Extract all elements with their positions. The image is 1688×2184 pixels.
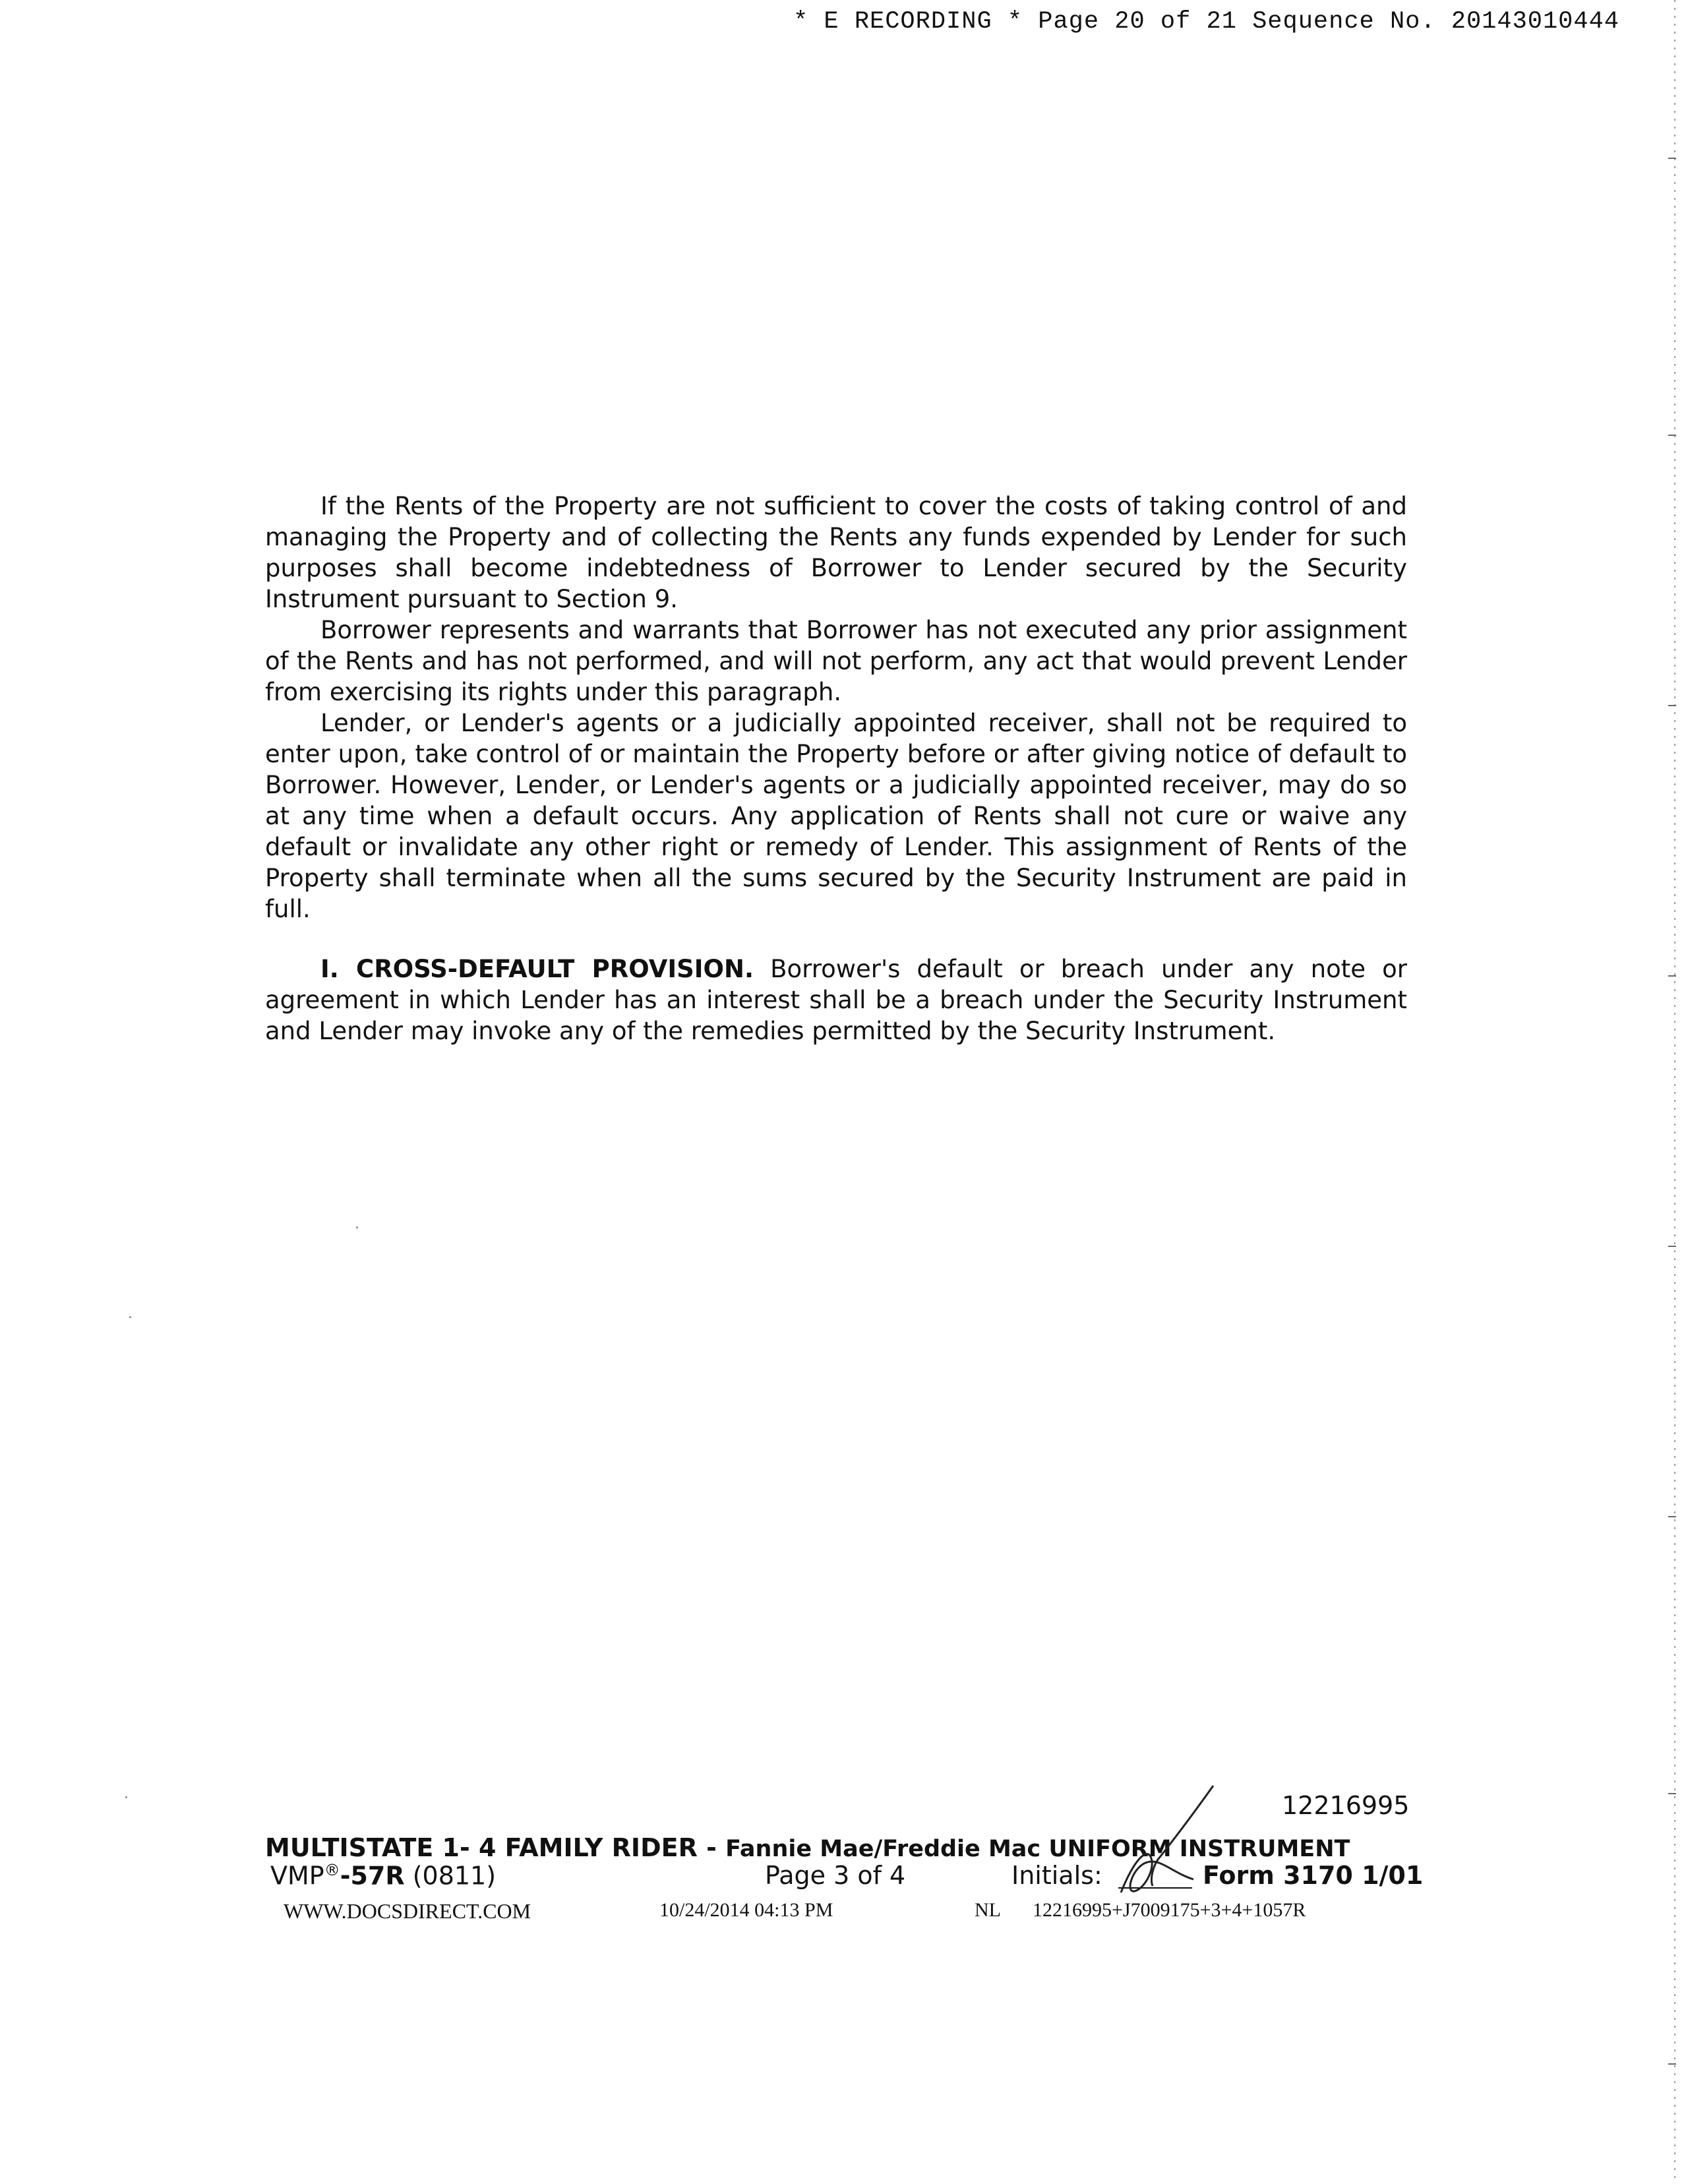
initials-signature-mark bbox=[1095, 1780, 1226, 1899]
rider-body bbox=[265, 491, 1407, 1046]
form-number: Form 3170 1/01 bbox=[1203, 1861, 1424, 1890]
vmp-version: (0811) bbox=[404, 1861, 497, 1891]
paragraph-rents-insufficient: If the Rents of the Property are not sufficient to cover the costs of taking control of and managing the Property and of collecting the Rents any funds expended by Lender for such purposes shall become indebtedness of Borrower to Lender secured by the Security Instrument pursuant to Section 9. bbox=[265, 492, 1407, 613]
vmp-prefix: VMP bbox=[270, 1861, 324, 1891]
page-indicator: Page 3 of 4 bbox=[765, 1861, 906, 1890]
scan-speck bbox=[356, 1227, 358, 1228]
vmp-code bbox=[270, 1861, 496, 1891]
loan-number: 12216995 bbox=[1282, 1791, 1410, 1820]
paragraph-receiver: Lender, or Lender's agents or a judicially appointed receiver, shall not be required to enter upon, take control of or maintain the Property before or after giving notice of default to Borrower. However, Lender, or Lender's agents or a judicially appointed receiver, may do so at any time when a default occurs. Any application of Rents shall not cure or waive any default or invalidate any other right or remedy of Lender. This assignment of Rents of the Property shall terminate when all the sums secured by the Security Instrument are paid in full. bbox=[265, 709, 1407, 923]
scan-speck bbox=[129, 1316, 131, 1318]
scan-speck bbox=[125, 1796, 127, 1798]
section-cross-default-heading: I. CROSS-DEFAULT PROVISION. bbox=[320, 955, 754, 983]
recording-header: * E RECORDING * Page 20 of 21 Sequence No. 20143010444 bbox=[793, 8, 1619, 36]
form-title-source: Fannie Mae/Freddie Mac UNIFORM INSTRUMENT bbox=[725, 1836, 1350, 1862]
initials-label: Initials: bbox=[1011, 1861, 1102, 1890]
print-timestamp: 10/24/2014 04:13 PM bbox=[659, 1899, 833, 1921]
document-id-string: 12216995+J7009175+3+4+1057R bbox=[1033, 1899, 1306, 1921]
section-cross-default-text: Borrower's default or breach under any note or agreement in which Lender has an interest shall be a breach under the Security Instrument and Lender may invoke any of the remedies permitted by the Security Instrument. bbox=[265, 955, 1407, 1045]
registered-mark: ® bbox=[324, 1861, 340, 1879]
docs-website: WWW.DOCSDIRECT.COM bbox=[284, 1899, 531, 1923]
section-cross-default bbox=[265, 954, 1407, 1046]
form-title-main: MULTISTATE 1- 4 FAMILY RIDER - bbox=[265, 1833, 726, 1862]
operator-code: NL bbox=[975, 1899, 1001, 1921]
scan-edge-marks bbox=[1662, 0, 1688, 2184]
paragraph-borrower-warrants: Borrower represents and warrants that Borrower has not executed any prior assignment of the Rents and has not performed, and will not perform, any act that would prevent Lender from exercising its rights under this paragraph. bbox=[265, 616, 1407, 706]
vmp-form-code: -57R bbox=[340, 1861, 405, 1891]
